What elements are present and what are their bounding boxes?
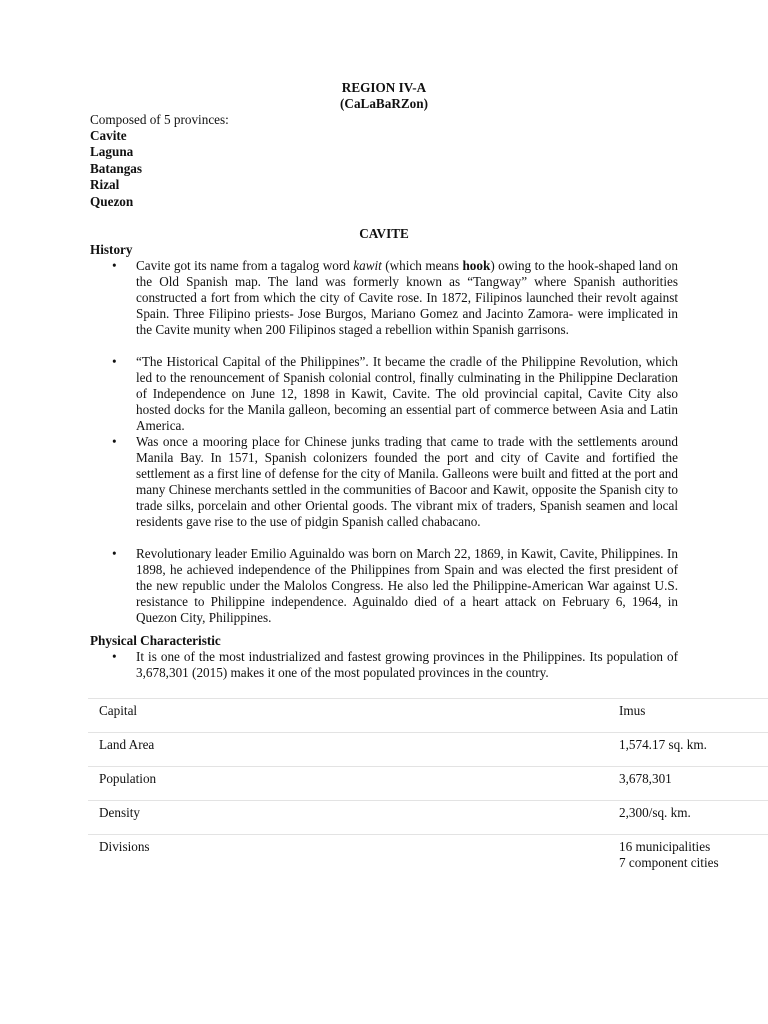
fact-label: Divisions — [88, 835, 619, 885]
region-subtitle: (CaLaBaRZon) — [340, 96, 428, 111]
fact-label: Land Area — [88, 733, 619, 767]
bullet-icon: • — [112, 258, 117, 273]
table-row — [88, 835, 768, 885]
table-row — [88, 699, 768, 733]
province-item: Quezon — [90, 194, 134, 209]
fact-value: 1,574.17 sq. km. — [619, 733, 768, 767]
table-row — [88, 801, 768, 835]
history-list — [112, 258, 678, 626]
list-item: • It is one of the most industrialized and fastest growing provinces in the Philippines. Its population of 3,678,301 (2015) makes it one of the most populated provinces in the country. — [112, 649, 678, 680]
section-title: CAVITE — [359, 226, 409, 241]
history-heading: History — [90, 242, 133, 257]
fact-label: Capital — [88, 699, 619, 733]
facts-table — [88, 698, 768, 884]
table-row — [88, 733, 768, 767]
bullet-icon: • — [112, 649, 117, 664]
fact-value: 2,300/sq. km. — [619, 801, 768, 835]
province-item: Rizal — [90, 177, 120, 192]
list-item: • “The Historical Capital of the Philippines”. It became the cradle of the Philippine Revolution, which led to the renouncement of Spanish colonial control, finally culminating in the Philippine Declaration of Independence on June 12, 1898 in Kawit, Cavite. The old provincial capital, Cavite City also hosted docks for the Manila galleon, becoming an essential part of commerce between Asia and Latin America. — [112, 354, 678, 433]
table-row — [88, 767, 768, 801]
bullet-icon: • — [112, 546, 117, 561]
region-title: REGION IV-A — [341, 80, 427, 95]
physical-list — [112, 649, 678, 681]
provinces-intro: Composed of 5 provinces: — [90, 112, 229, 127]
physical-heading: Physical Characteristic — [90, 633, 221, 648]
list-item: • Was once a mooring place for Chinese junks trading that came to trade with the settlements around Manila Bay. In 1571, Spanish colonizers founded the port and city of Cavite and fortified the settlement as a first line of defense for the city of Manila. Galleons were built and fitted at the port and many Chinese merchants settled in the communities of Bacoor and Kawit, opposite the Spanish city to trade silks, porcelain and other Oriental goods. The vibrant mix of traders, Spanish seamen and local residents gave rise to the use of pidgin Spanish called chabacano. — [112, 434, 678, 529]
list-item: • Revolutionary leader Emilio Aguinaldo was born on March 22, 1869, in Kawit, Cavite, Philippines. In 1898, he achieved independence of the Philippines from Spain and was elected the first president of the new republic under the Malolos Congress. He also led the Philippine-American War against U.S. resistance to Philippine independence. Aguinaldo died of a heart attack on February 6, 1964, in Quezon City, Philippines. — [112, 546, 678, 625]
bullet-icon: • — [112, 354, 117, 369]
fact-value: Imus — [619, 699, 768, 733]
bullet-icon: • — [112, 434, 117, 449]
fact-label: Density — [88, 801, 619, 835]
list-item: • Cavite got its name from a tagalog word kawit (which means hook) owing to the hook-shaped land on the Old Spanish map. The land was formerly known as “Tangway” where Spanish authorities constructed a fort from which the city of Cavite rose. In 1872, Filipinos launched their revolt against Spain. Three Filipino priests- Jose Burgos, Mariano Gomez and Jacinto Zamora- were implicated in the Cavite munity when 200 Filipinos staged a rebellion within Spanish garrisons. — [112, 258, 678, 337]
fact-value: 16 municipalities 7 component cities — [619, 835, 768, 885]
fact-value: 3,678,301 — [619, 767, 768, 801]
province-item: Cavite — [90, 128, 127, 143]
province-item: Batangas — [90, 161, 143, 176]
province-item: Laguna — [90, 144, 134, 159]
fact-label: Population — [88, 767, 619, 801]
